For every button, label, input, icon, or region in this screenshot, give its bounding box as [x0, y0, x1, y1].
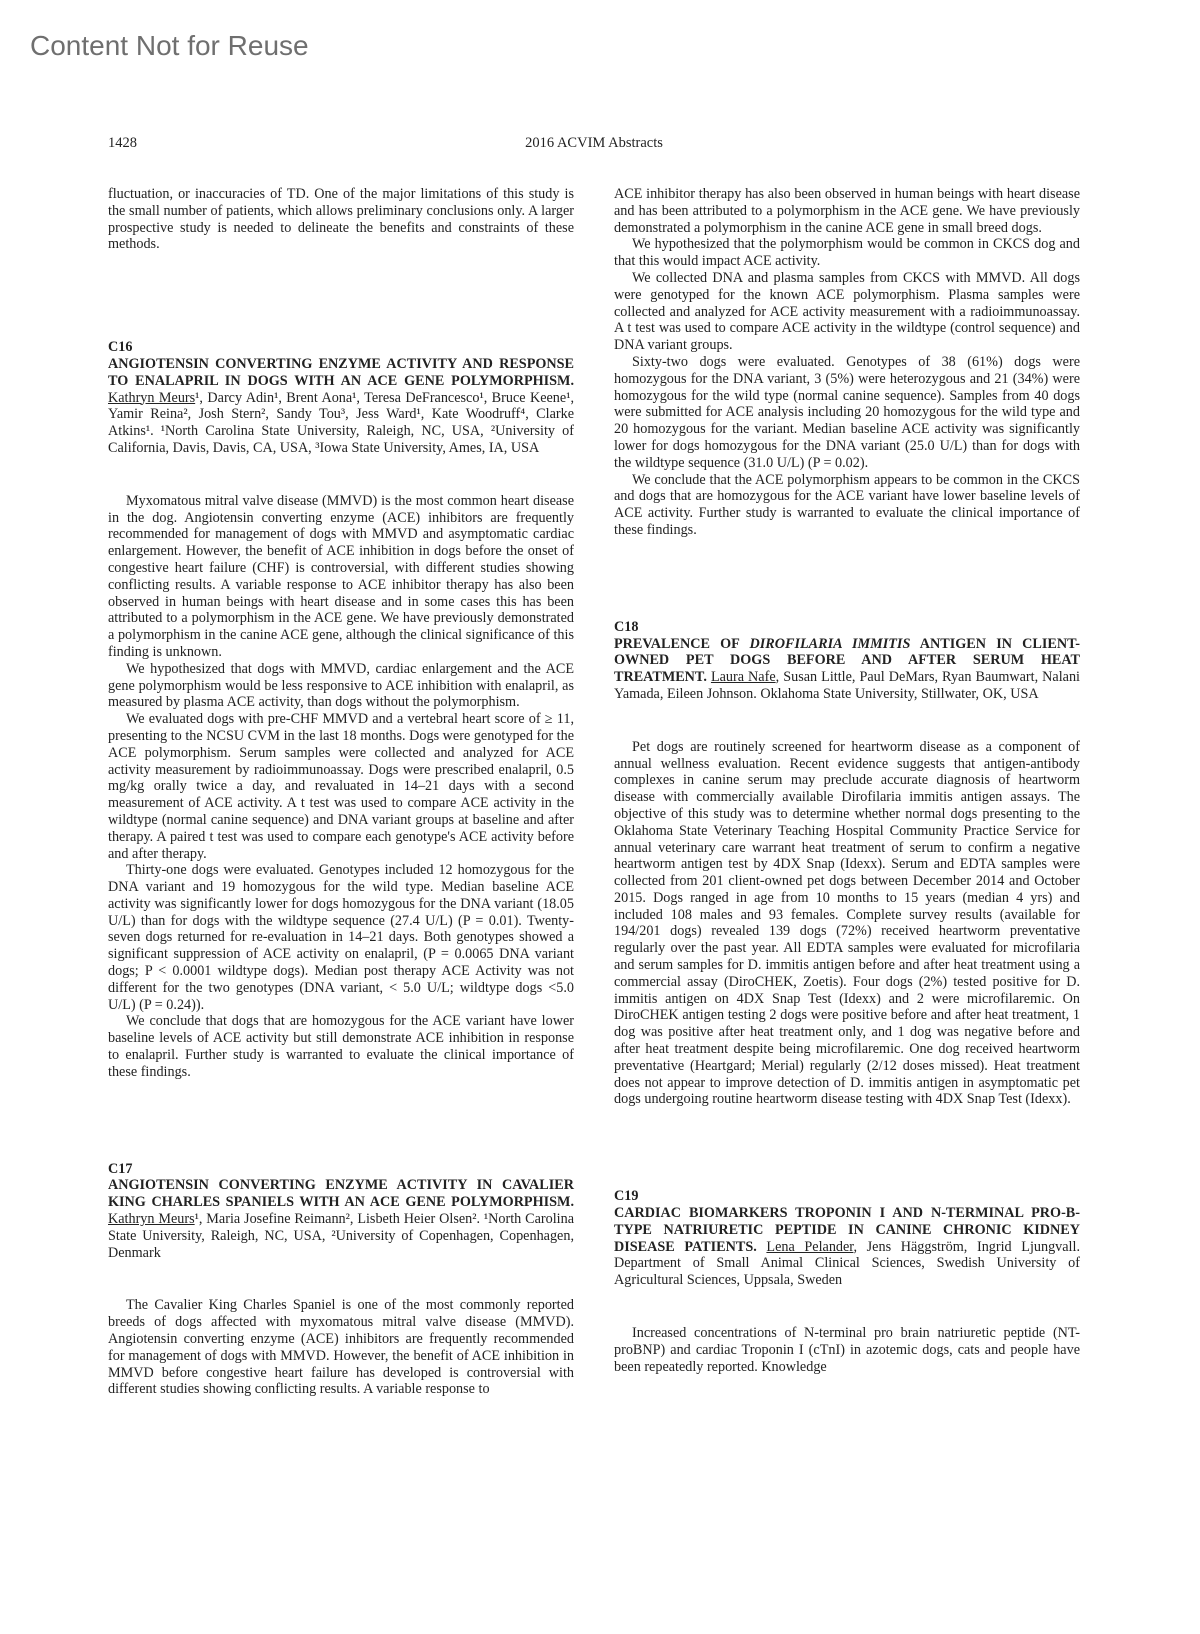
paragraph-c17-cont-2: We hypothesized that the polymorphism would be common in CKCS dog and that this would impact ACE activity. [614, 236, 1080, 270]
paragraph-c16-5: We conclude that dogs that are homozygous for the ACE variant have lower baseline levels of ACE activity but still demonstrate ACE inhibition in response to enalapril. Further study is warranted to evaluate the clinical importance of these findings. [108, 1013, 574, 1080]
paragraph-c19-1: Increased concentrations of N-terminal pro brain natriuretic peptide (NT-proBNP) and cardiac Troponin I (cTnI) in azotemic dogs, cats and people have been repeatedly reported. Knowledge [614, 1325, 1080, 1375]
paragraph-c16-1: Myxomatous mitral valve disease (MMVD) is the most common heart disease in the dog. Angiotensin converting enzyme (ACE) inhibitors are frequently recommended for management of dogs with MMVD and asymptomatic cardiac enlargement. However, the benefit of ACE inhibition in dogs before the onset of congestive heart failure (CHF) is controversial, with different studies showing conflicting results. A variable response to ACE inhibitor therapy has also been observed in human beings with heart disease and in some cases this has been attributed to a polymorphism in the ACE gene. We have previously demonstrated a polymorphism in the canine ACE gene, although the clinical significance of this finding is unknown. [108, 492, 574, 660]
paragraph-c17-1: The Cavalier King Charles Spaniel is one of the most commonly reported breeds of dogs affected with myxomatous mitral valve disease (MMVD). Angiotensin converting enzyme (ACE) inhibitors are frequently recommended for management of dogs with MMVD. However, the benefit of ACE inhibition in MMVD before congestive heart failure has developed is controversial with different studies showing conflicting results. A variable response to [108, 1297, 574, 1398]
paragraph-c16-3: We evaluated dogs with pre-CHF MMVD and a vertebral heart score of ≥ 11, presenting to the NCSU CVM in the last 18 months. Dogs were genotyped for the ACE polymorphism. Serum samples were collected and analyzed for ACE activity measurement by radioimmunoassay. Dogs were prescribed enalapril, 0.5 mg/kg orally twice a day, and revaluated in 14–21 days with a second measurement of ACE activity. A t test was used to compare ACE activity in the wildtype (normal canine sequence) and DNA variant groups at baseline and after therapy. A paired t test was used to compare each genotype's ACE activity before and after therapy. [108, 711, 574, 862]
abstract-header-c17 [108, 1177, 574, 1261]
abstract-id-c19: C19 [614, 1188, 639, 1205]
abstract-id-c16: C16 [108, 339, 133, 356]
paragraph-c17-cont-1: ACE inhibitor therapy has also been observed in human beings with heart disease and has been attributed to a polymorphism in the ACE gene. We have previously demonstrated a polymorphism in the canine ACE gene in small breed dogs. [614, 186, 1080, 236]
paragraph-c16-4: Thirty-one dogs were evaluated. Genotypes included 12 homozygous for the DNA variant and 19 homozygous for the wild type. Median baseline ACE activity was significantly lower for dogs homozygous for the DNA variant (18.05 U/L) than for dogs with the wildtype sequence (27.4 U/L) (P = 0.01). Twenty-seven dogs returned for re-evaluation in 14–21 days. Both genotypes showed a significant suppression of ACE activity on enalapril, (P = 0.0065 DNA variant dogs; P < 0.0001 wildtype dogs). Median post therapy ACE Activity was not different for the two genotypes (DNA variant, < 5.0 U/L; wildtype dogs <5.0 U/L) (P = 0.24)). [108, 862, 574, 1013]
abstract-title-c18-b: ANTIGEN IN CLIENT-OWNED PET DOGS BEFORE AND AFTER SERUM HEAT TREATMENT. [614, 635, 1081, 686]
abstract-id-c18: C18 [614, 618, 639, 635]
abstract-title-c17: ANGIOTENSIN CONVERTING ENZYME ACTIVITY IN CAVALIER KING CHARLES SPANIELS WITH AN ACE GENE POLYMORPHISM. [108, 1177, 574, 1211]
authors-c18: , Susan Little, Paul DeMars, Ryan Baumwart, Nalani Yamada, Eileen Johnson. Oklahoma State University, Stillwater, OK, USA [614, 669, 1080, 702]
abstract-header-c19 [614, 1205, 1080, 1289]
journal-title: 2016 ACVIM Abstracts [525, 135, 663, 151]
presenting-author-c16: Kathryn Meurs [108, 389, 196, 406]
presenting-author-c17: Kathryn Meurs [108, 1211, 195, 1228]
page-number: 1428 [108, 135, 137, 151]
presenting-author-c19: Lena Pelander [766, 1238, 854, 1255]
abstract-id-c17: C17 [108, 1160, 133, 1177]
paragraph-c17-cont-5: We conclude that the ACE polymorphism appears to be common in the CKCS and dogs that are homozygous for the ACE variant have lower baseline levels of ACE activity. Further study is warranted to evaluate the clinical importance of these findings. [614, 471, 1080, 538]
paragraph-c17-cont-3: We collected DNA and plasma samples from CKCS with MMVD. All dogs were genotyped for the known ACE polymorphism. Plasma samples were collected and analyzed for ACE activity measurement with a radioimmunoassay. A t test was used to compare ACE activity in the wildtype (control sequence) and DNA variant groups. [614, 269, 1080, 354]
authors-c17: ¹, Maria Josefine Reimann², Lisbeth Heier Olsen². ¹North Carolina State University, Raleigh, NC, USA, ²University of Copenhagen, Copenhagen, Denmark [108, 1211, 574, 1261]
continued-paragraph: fluctuation, or inaccuracies of TD. One of the major limitations of this study is the small number of patients, which allows preliminary conclusions only. A larger prospective study is needed to delineate the benefits and constraints of these methods. [108, 186, 574, 253]
presenting-author-c18: Laura Nafe [710, 669, 776, 686]
abstract-title-c18-italic: DIROFILARIA IMMITIS [749, 635, 911, 652]
abstract-title-c19: CARDIAC BIOMARKERS TROPONIN I AND N-TERMINAL PRO-B-TYPE NATRIURETIC PEPTIDE IN CANINE CHRONIC KIDNEY DISEASE PATIENTS. [614, 1205, 1080, 1255]
abstract-title-c18-a: PREVALENCE OF [614, 635, 750, 652]
paragraph-c16-2: We hypothesized that dogs with MMVD, cardiac enlargement and the ACE gene polymorphism would be less responsive to ACE inhibition with enalapril, as measured by plasma ACE activity, than dogs without the polymorphism. [108, 660, 574, 711]
paragraph-c18-1: Pet dogs are routinely screened for heartworm disease as a component of annual wellness evaluation. Recent evidence suggests that antigen-antibody complexes in canine serum may preclude accurate diagnosis of heartworm disease with commercially available Dirofilaria immitis antigen assays. The objective of this study was to determine whether normal dogs presenting to the Oklahoma State Veterinary Teaching Hospital Community Practice Service for annual veterinary care warrant heat treatment of serum to confirm a negative heartworm antigen test by 4DX Snap (Idexx). Serum and EDTA samples were collected from 201 client-owned pet dogs between December 2014 and October 2015. Dogs ranged in age from 10 months to 15 years (median 4 yrs) and included 108 males and 93 females. Complete survey results (available for 194/201 dogs) revealed 139 dogs (72%) received heartworm preventative regularly over the past year. All EDTA samples were evaluated for microfilaria and serum samples for D. immitis antigen before and after heat treatment using a commercial assay (DiroCHEK, Zoetis). Four dogs (2%) tested positive for D. immitis antigen on 4DX Snap Test (Idexx) and 2 were microfilaremic. On DiroCHEK antigen testing 2 dogs were positive before and after heat treatment, 1 dog was positive after heat treatment only, and 1 dog was negative before and after heat treatment despite being microfilaremic. One dog received heartworm preventative (Heartgard; Merial) regularly (2/12 doses missed). Heat treatment does not appear to improve detection of D. immitis antigen in asymptomatic pet dogs undergoing routine heartworm disease testing with 4DX Snap Test (Idexx). [614, 738, 1080, 1108]
authors-c16: ¹, Darcy Adin¹, Brent Aona¹, Teresa DeFrancesco¹, Bruce Keene¹, Yamir Reina², Josh Stern², Sandy Tou³, Jess Ward¹, Kate Woodruff⁴, Clarke Atkins¹. ¹North Carolina State University, Raleigh, NC, USA, ²University of California, Davis, Davis, CA, USA, ³Iowa State University, Ames, IA, USA [108, 389, 574, 456]
left-column [108, 186, 574, 1398]
right-column [614, 186, 1080, 1375]
abstract-title-c16: ANGIOTENSIN CONVERTING ENZYME ACTIVITY AND RESPONSE TO ENALAPRIL IN DOGS WITH AN ACE GENE POLYMORPHISM. [108, 355, 574, 389]
abstract-header-c16 [108, 356, 574, 457]
paragraph-c17-cont-4: Sixty-two dogs were evaluated. Genotypes of 38 (61%) dogs were homozygous for the DNA variant, 3 (5%) were heterozygous and 21 (34%) were homozygous for the wild type (normal canine sequence). Samples from 40 dogs were submitted for ACE analysis including 20 homozygous for the wild type and 20 homozygous for the variant. Median baseline ACE activity was significantly lower for dogs homozygous for the DNA variant (25.0 U/L) than for dogs with the wildtype sequence (31.0 U/L) (P = 0.02). [614, 353, 1080, 471]
abstract-header-c18 [614, 636, 1080, 703]
authors-c19: , Jens Häggström, Ingrid Ljungvall. Department of Small Animal Clinical Sciences, Swedish University of Agricultural Sciences, Uppsala, Sweden [614, 1238, 1080, 1289]
watermark: Content Not for Reuse [30, 30, 309, 61]
